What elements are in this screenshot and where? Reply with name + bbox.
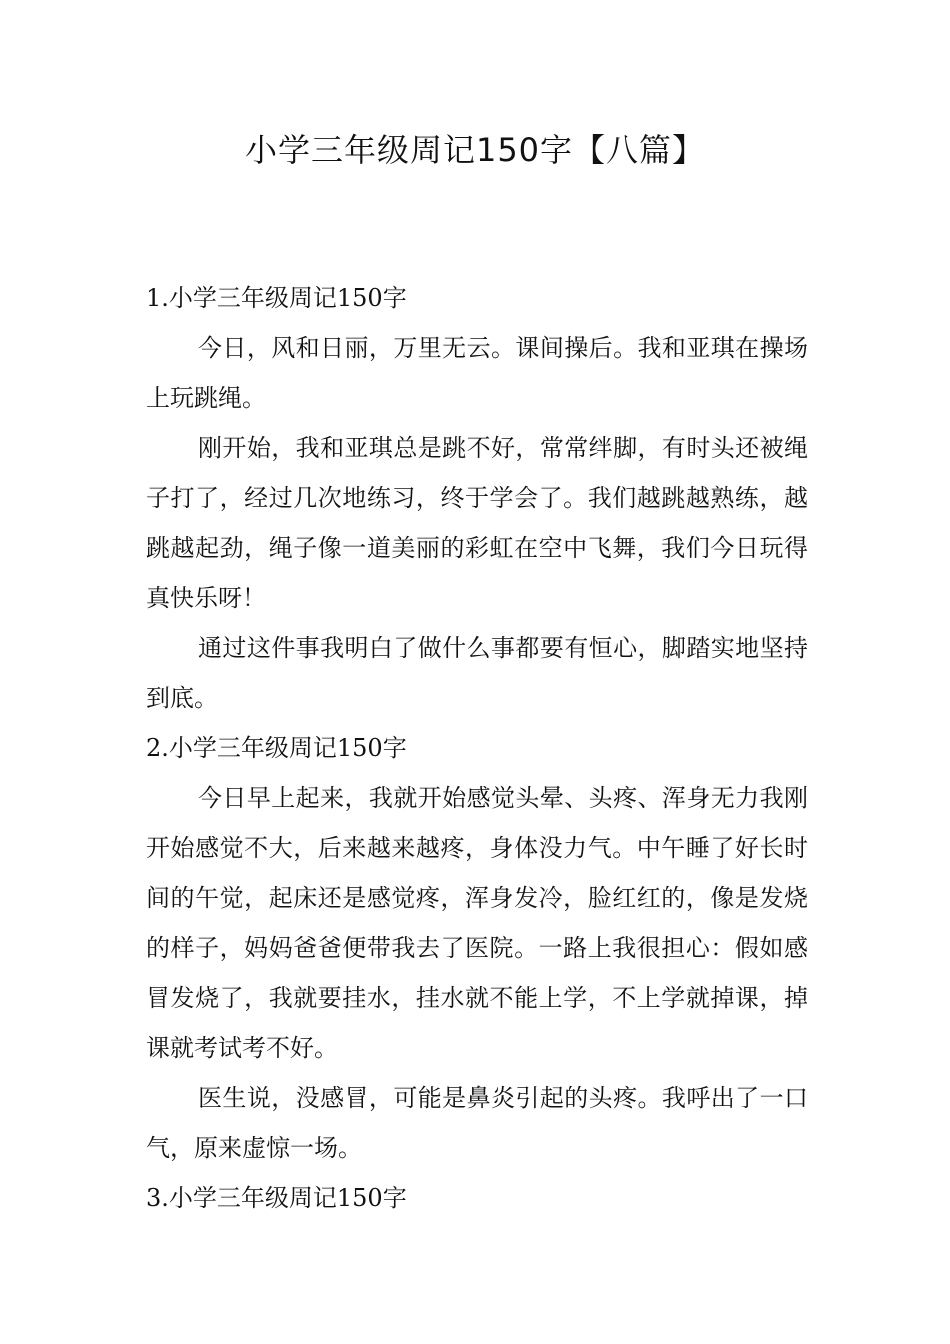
paragraph: 刚开始，我和亚琪总是跳不好，常常绊脚，有时头还被绳子打了，经过几次地练习，终于学会了。我们越跳越熟练，越跳越起劲，绳子像一道美丽的彩虹在空中飞舞，我们今日玩得真快乐呀！	[146, 434, 808, 612]
section-2	[146, 723, 808, 1173]
paragraph: 今日，风和日丽，万里无云。课间操后。我和亚琪在操场上玩跳绳。	[146, 334, 808, 412]
document-body	[146, 273, 808, 1223]
document-title: 小学三年级周记150字【八篇】	[244, 131, 706, 169]
section-heading: 3.小学三年级周记150字	[146, 1184, 407, 1212]
paragraph: 今日早上起来，我就开始感觉头晕、头疼、浑身无力我刚开始感觉不大，后来越来越疼，身体没力气。中午睡了好长时间的午觉，起床还是感觉疼，浑身发冷，脸红红的，像是发烧的样子，妈妈爸爸便带我去了医院。一路上我很担心：假如感冒发烧了，我就要挂水，挂水就不能上学，不上学就掉课，掉课就考试考不好。	[146, 784, 808, 1062]
paragraph: 通过这件事我明白了做什么事都要有恒心，脚踏实地坚持到底。	[146, 634, 808, 712]
section-3	[146, 1173, 808, 1223]
section-1	[146, 273, 808, 723]
section-heading: 1.小学三年级周记150字	[146, 284, 407, 312]
section-heading: 2.小学三年级周记150字	[146, 734, 407, 762]
paragraph: 医生说，没感冒，可能是鼻炎引起的头疼。我呼出了一口气，原来虚惊一场。	[146, 1084, 808, 1162]
